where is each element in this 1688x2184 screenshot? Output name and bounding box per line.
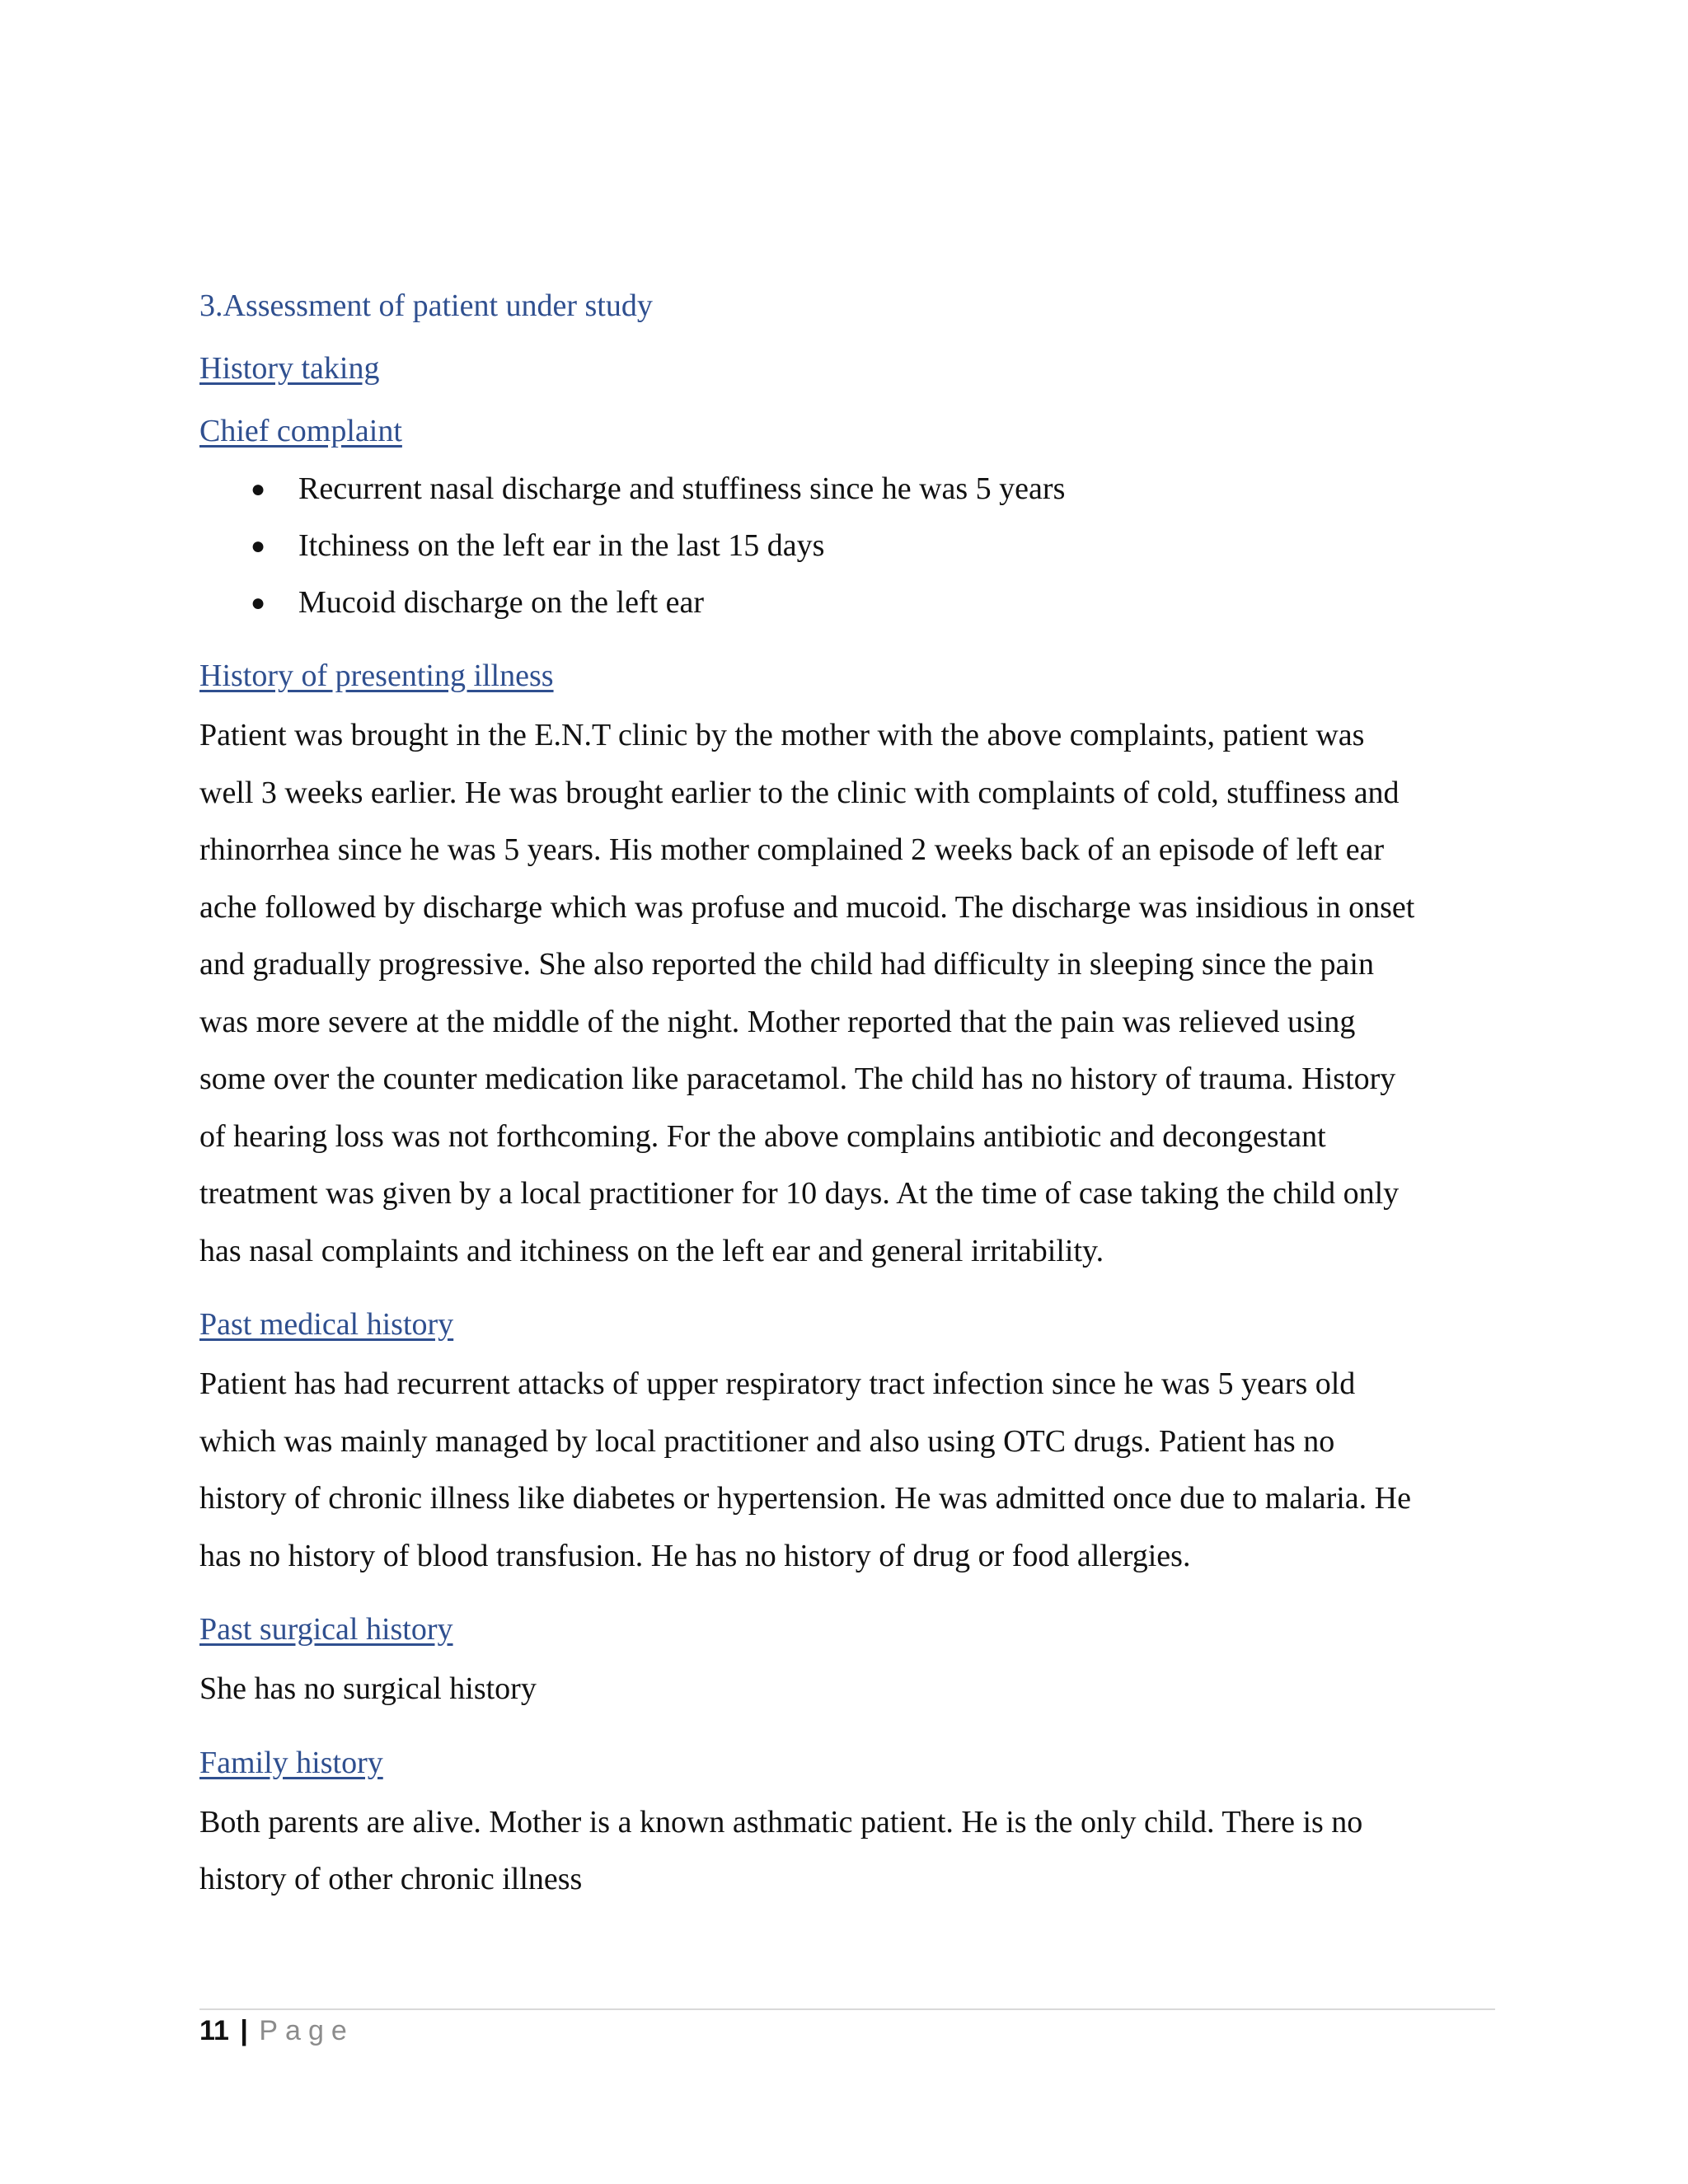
paragraph-line: some over the counter medication like paracetamol. The child has no history of trauma. History <box>199 1062 1396 1096</box>
page-footer <box>199 2011 354 2050</box>
footer-divider <box>199 2008 1495 2010</box>
footer-separator: | <box>240 2015 248 2046</box>
paragraph-line: of hearing loss was not forthcoming. For the above complains antibiotic and decongestant <box>199 1118 1326 1154</box>
bullet-icon: ● <box>251 532 266 560</box>
list-item <box>199 518 1493 574</box>
paragraph-line: and gradually progressive. She also reported the child had difficulty in sleeping since the pain <box>199 947 1374 982</box>
past-surgical-heading: Past surgical history <box>199 1612 453 1647</box>
family-history-paragraph <box>199 1794 1493 1909</box>
section-title: 3.Assessment of patient under study <box>199 288 653 323</box>
list-item-text: Mucoid discharge on the left ear <box>298 585 705 620</box>
paragraph-line: Patient was brought in the E.N.T clinic by the mother with the above complaints, patient was <box>199 718 1365 752</box>
list-item <box>199 574 1493 631</box>
paragraph-line: has nasal complaints and itchiness on the left ear and general irritability. <box>199 1233 1104 1268</box>
paragraph-line: history of other chronic illness <box>199 1862 583 1896</box>
past-medical-heading: Past medical history <box>199 1307 454 1342</box>
paragraph-line: history of chronic illness like diabetes or hypertension. He was admitted once due to malaria. He <box>199 1481 1411 1516</box>
paragraph-line: which was mainly managed by local practitioner and also using OTC drugs. Patient has no <box>199 1423 1335 1459</box>
paragraph-line: Both parents are alive. Mother is a known asthmatic patient. He is the only child. There is no <box>199 1804 1363 1840</box>
past-medical-paragraph <box>199 1356 1493 1585</box>
list-item-text: Recurrent nasal discharge and stuffiness since he was 5 years <box>298 471 1066 506</box>
presenting-illness-paragraph <box>199 707 1493 1280</box>
paragraph-line: treatment was given by a local practitioner for 10 days. At the time of case taking the child only <box>199 1176 1400 1211</box>
bullet-icon: ● <box>251 589 266 616</box>
page-label: Page <box>259 2015 354 2046</box>
paragraph-line: well 3 weeks earlier. He was brought earlier to the clinic with complaints of cold, stuffiness and <box>199 775 1400 810</box>
paragraph-line: has no history of blood transfusion. He has no history of drug or food allergies. <box>199 1538 1191 1573</box>
page-number: 11 <box>199 2015 229 2046</box>
paragraph-line: She has no surgical history <box>199 1671 537 1706</box>
paragraph-line: was more severe at the middle of the night. Mother reported that the pain was relieved using <box>199 1004 1356 1039</box>
family-history-heading: Family history <box>199 1745 383 1780</box>
list-item <box>199 461 1493 518</box>
paragraph-line: ache followed by discharge which was profuse and mucoid. The discharge was insidious in onset <box>199 889 1415 925</box>
bullet-icon: ● <box>251 476 266 503</box>
chief-complaint-list <box>199 461 1493 631</box>
list-item-text: Itchiness on the left ear in the last 15 days <box>298 528 825 563</box>
paragraph-line: rhinorrhea since he was 5 years. His mother complained 2 weeks back of an episode of left ear <box>199 832 1385 867</box>
past-surgical-paragraph <box>199 1661 1493 1718</box>
presenting-illness-heading: History of presenting illness <box>199 658 554 693</box>
paragraph-line: Patient has had recurrent attacks of upper respiratory tract infection since he was 5 years old <box>199 1366 1356 1401</box>
page-content <box>199 284 1493 1909</box>
chief-complaint-heading: Chief complaint <box>199 414 402 448</box>
history-taking-heading: History taking <box>199 351 380 386</box>
